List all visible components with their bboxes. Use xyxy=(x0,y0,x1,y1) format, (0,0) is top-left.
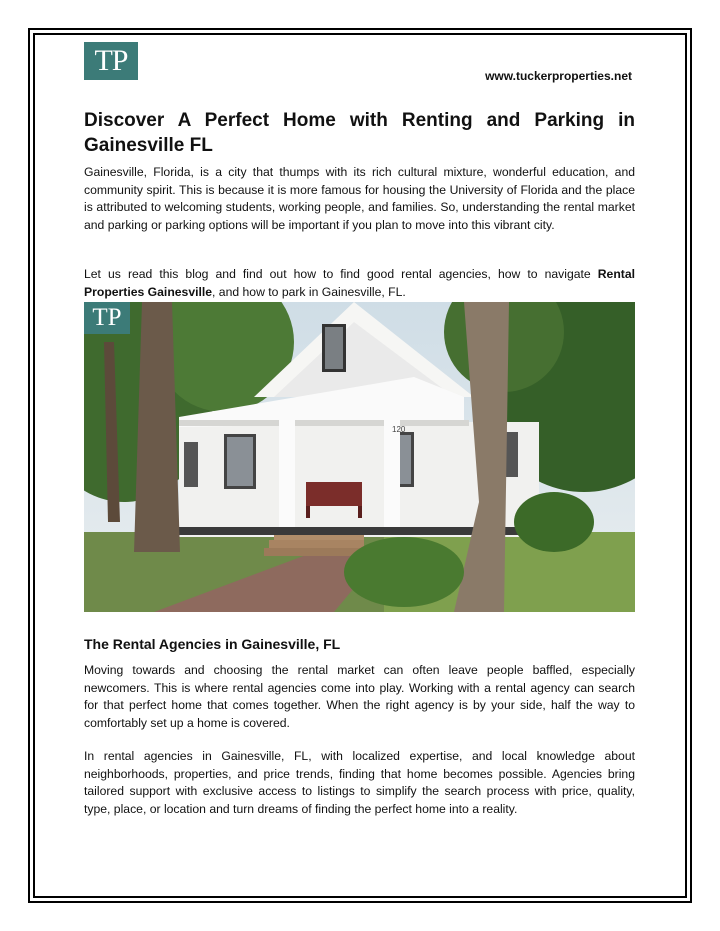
rental-properties-link[interactable]: Rental Properties Gainesville xyxy=(84,267,635,299)
site-url[interactable]: www.tuckerproperties.net xyxy=(485,69,632,83)
intro-paragraph: Gainesville, Florida, is a city that thumps with its rich cultural mixture, wonderful education, and community spirit. This is because it is more famous for housing the University of Florida and the place is attributed to welcoming students, working people, and families. So, understanding the rental market and parking or parking options will be important if you plan to move into this vibrant city. xyxy=(84,165,635,232)
agencies-paragraph-2-block xyxy=(84,748,635,818)
second-paragraph-block xyxy=(84,266,635,301)
hero-house-image xyxy=(84,302,635,612)
company-logo: TP xyxy=(84,42,138,80)
house-illustration xyxy=(84,302,635,612)
second-paragraph-after: , and how to park in Gainesville, FL. xyxy=(212,284,406,299)
intro-paragraph-block xyxy=(84,164,635,234)
agencies-paragraph-1: Moving towards and choosing the rental market can often leave people baffled, especially newcomers. This is where rental agencies come into play. Working with a rental agency can search for that perfect home that comes together. When the right agency is by your side, half the way to comfortably set up a home is covered. xyxy=(84,663,635,730)
section-heading: The Rental Agencies in Gainesville, FL xyxy=(84,636,341,652)
agencies-paragraph-1-block xyxy=(84,662,635,732)
article-title-block xyxy=(84,108,635,158)
second-paragraph xyxy=(84,266,635,301)
second-paragraph-before: Let us read this blog and find out how to find good rental agencies, how to navigate xyxy=(84,267,598,281)
hero-logo-badge: TP xyxy=(84,302,130,334)
section-heading-block xyxy=(84,636,635,652)
house-number: 120 xyxy=(392,425,406,434)
article-title: Discover A Perfect Home with Renting and Parking in Gainesville FL xyxy=(84,110,635,156)
agencies-paragraph-2: In rental agencies in Gainesville, FL, with localized expertise, and local knowledge about neighborhoods, properties, and price trends, finding that home becomes possible. Agencies bring tailored support with exclusive access to listings to simplify the search process with price, quality, type, place, or location and turn dreams of finding the perfect home into a reality. xyxy=(84,749,635,816)
